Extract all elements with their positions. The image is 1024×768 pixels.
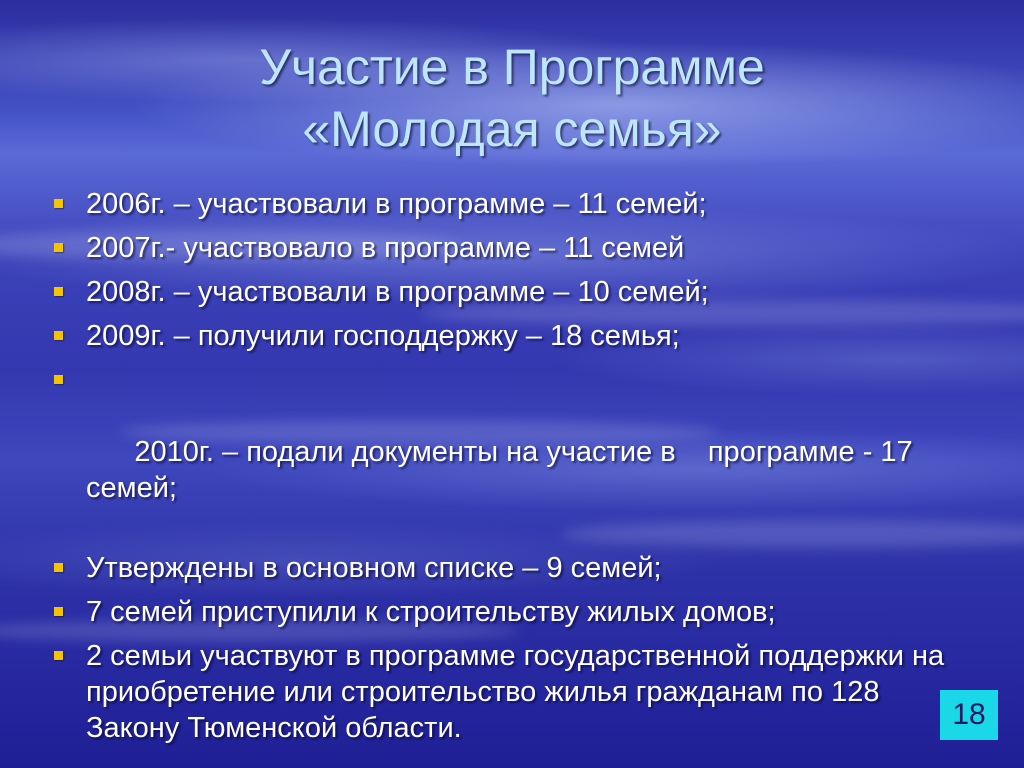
list-item-text: 2007г.- участвовало в программе – 11 семей <box>86 232 685 264</box>
list-item-text: Утверждены в основном списке – 9 семей; <box>86 552 662 584</box>
slide-title <box>0 36 1024 160</box>
list-item <box>52 186 972 222</box>
list-item <box>52 274 972 310</box>
list-item <box>52 318 972 354</box>
list-item <box>52 230 972 266</box>
square-bullet-icon <box>54 607 63 616</box>
square-bullet-icon <box>54 287 63 296</box>
page-number-badge: 18 <box>940 690 998 740</box>
bullet-list <box>52 186 972 754</box>
list-item <box>52 638 972 746</box>
list-item-text: 7 семей приступили к строительству жилых домов; <box>86 596 776 628</box>
square-bullet-icon <box>54 651 63 660</box>
square-bullet-icon <box>54 563 63 572</box>
list-item <box>52 550 972 586</box>
list-item-text: 2010г. – подали документы на участие в программе - 17 семей; <box>86 436 921 504</box>
square-bullet-icon <box>54 331 63 340</box>
square-bullet-icon <box>54 199 63 208</box>
list-item-text: 2008г. – участвовали в программе – 10 семей; <box>86 276 709 308</box>
list-item-text: 2006г. – участвовали в программе – 11 семей; <box>86 188 707 220</box>
list-item <box>52 594 972 630</box>
list-item-text: 2009г. – получили господдержку – 18 семья; <box>86 320 680 352</box>
title-line-2: «Молодая семья» <box>302 101 722 157</box>
square-bullet-icon <box>54 243 63 252</box>
list-item-text: 2 семьи участвуют в программе государственной поддержки на приобретение или строительство жилья гражданам по 128 Закону Тюменской области. <box>86 640 945 744</box>
title-line-1: Участие в Программе <box>259 39 765 95</box>
list-item <box>52 362 972 542</box>
square-bullet-icon <box>54 375 63 384</box>
